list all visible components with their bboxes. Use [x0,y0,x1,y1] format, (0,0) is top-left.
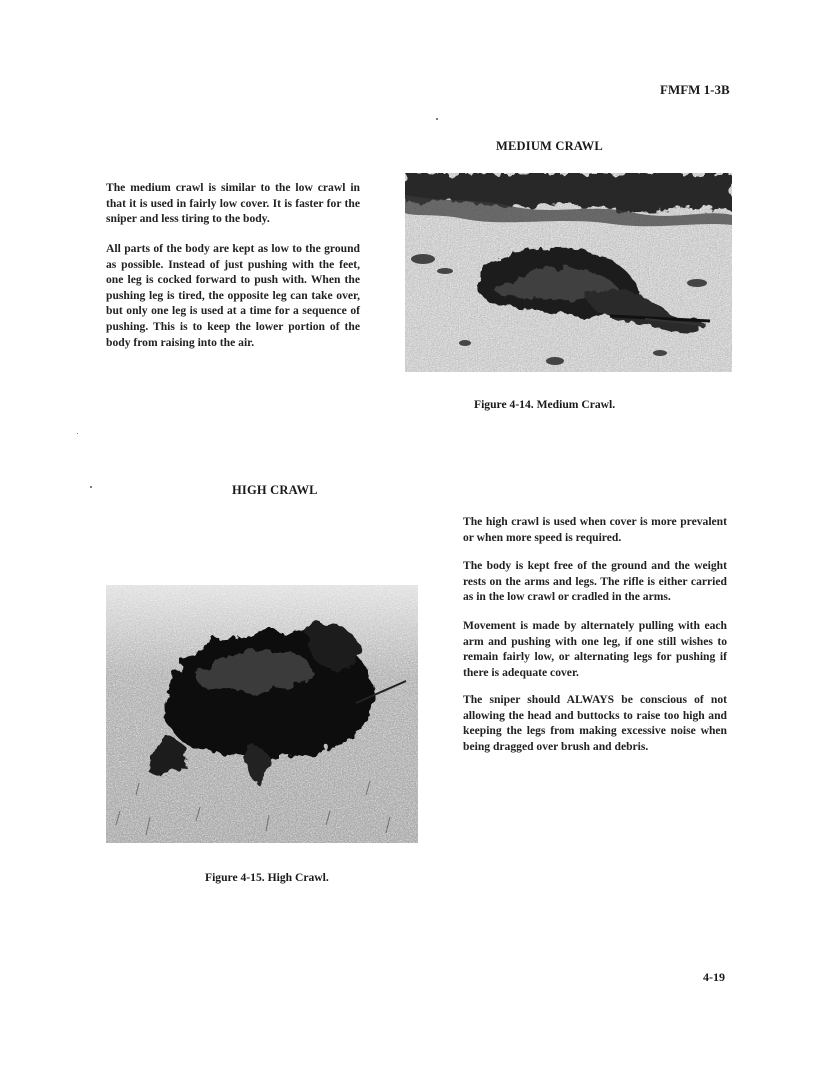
document-code: FMFM 1-3B [660,82,730,97]
page-number: 4-19 [703,970,725,984]
high-crawl-paragraph-2: The body is kept free of the ground and the weight rests on the arms and legs. The rifle is either carried as in the low crawl or cradled in the arms. [463,559,727,604]
high-crawl-heading: HIGH CRAWL [232,483,318,497]
figure-4-15-caption: Figure 4-15. High Crawl. [205,871,329,884]
medium-crawl-photo [405,173,732,372]
scan-speck [90,486,92,488]
scan-speck [436,118,438,120]
medium-crawl-heading: MEDIUM CRAWL [496,139,603,153]
medium-crawl-paragraph-2: All parts of the body are kept as low to the ground as possible. Instead of just pushing with the feet, one leg is cocked forward to push with. When the pushing leg is tired, the opposite leg can take over, but only one leg is used at a time for a sequence of pushing. This is to keep the lower portion of the body from raising into the air. [106,242,360,349]
high-crawl-paragraph-1: The high crawl is used when cover is more prevalent or when more speed is required. [463,515,727,544]
high-crawl-paragraph-3: Movement is made by alternately pulling with each arm and pushing with one leg, if one still wishes to remain fairly low, or alternating legs for pushing if there is adequate cover. [463,619,727,679]
figure-4-14-caption: Figure 4-14. Medium Crawl. [474,398,616,411]
scan-speck [77,433,78,434]
high-crawl-paragraph-4: The sniper should ALWAYS be conscious of not allowing the head and buttocks to raise too high and keeping the legs from making excessive noise when being dragged over brush and debris. [463,693,727,753]
high-crawl-photo [106,585,418,843]
medium-crawl-paragraph-1: The medium crawl is similar to the low crawl in that it is used in fairly low cover. It is faster for the sniper and less tiring to the body. [106,181,360,226]
